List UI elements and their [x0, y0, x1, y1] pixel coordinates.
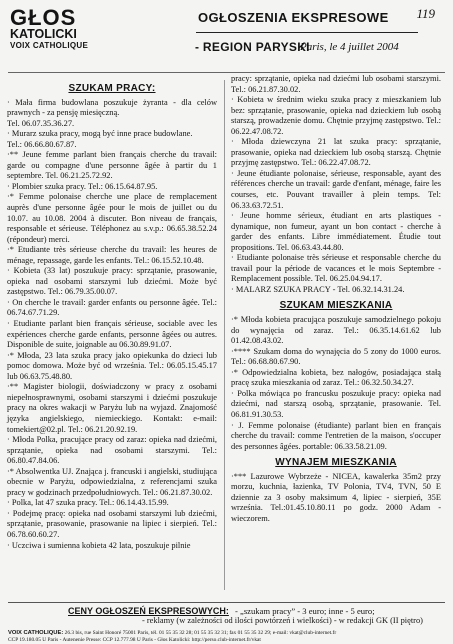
ad-entry: ·**** Szukam doma do wynajęcia do 5 zony do 1000 euros. Tel.: 06.68.80.67.90.: [231, 346, 441, 367]
ad-entry: · On cherche le travail: garder enfants ou personne âgée. Tel.: 06.74.67.71.29.: [7, 297, 217, 318]
section-heading-szukam-pracy: SZUKAM PRACY:: [68, 83, 156, 94]
footer-publisher-name: VOIX CATHOLIQUE:: [8, 630, 64, 636]
ad-entry: ·* Absolwentka UJ. Znająca j. francuski i angielski, studiująca obecnie w Paryżu, odpowiedzialna, z referencjami szuka pracy w godzinach przedpołudniowych. Tel.: 06.21.87.30.02.: [7, 466, 217, 497]
ad-entry: · Polka mówiąca po francusku poszukuje pracy: opieka nad dziećmi, nad starszą osobą, sprzątanie, prasowanie. Tel. 06.81.91.30.53.: [231, 388, 441, 419]
ads-list-right-top: [231, 74, 441, 295]
prices-text: - „szukam pracy” - 3 euro; inne - 5 euro;: [235, 606, 375, 616]
footer-address-line2: CCP 19.180.05 U Paris - Autenenie Presse: CCP 12.777.98 U Paris - Głos Katolicki: http://perso.club-internet.fr/vkat: [8, 637, 261, 643]
ad-entry: · Etudiante parlant bien français sérieuse, sociable avec les expériences cherche garde enfants, personne âgées ou autres. Disponible de suite, joignable au 06.30.89.91.07.: [7, 319, 217, 350]
ads-list-mieszkania: [231, 315, 441, 452]
region-subtitle: - REGION PARYSKI: [195, 40, 310, 54]
ad-entry: · Etudiante polonaise très sérieuse et responsable cherche du travail pour la période de vacances et le mois Septembre - Remplacement possible. Tel. 06.25.04.94.17.: [231, 253, 441, 284]
logo-sub-text: KATOLICKI: [10, 27, 77, 41]
ad-entry: · Młoda dziewczyna 21 lat szuka pracy: sprzątanie, prasowanie, opieka nad dzieckiem lub osobą starszą. Chętnie przyjmę zastępstwo. Tel.: 06.22.47.08.72.: [231, 137, 441, 168]
footer-address-line1: 26.3 bis, rue Saint Honoré 75001 Paris, tél. 01 55 35 32 28; 01 55 35 32 31; fax 01 55 35 32 29; e-mail: vkat@club-internet.fr: [64, 630, 337, 636]
ad-entry: · Mała firma budowlana poszukuje żyranta - dla celów prawnych - za pensję miesięczną. Tel. 06.07.35.36.27.: [7, 97, 217, 128]
ads-list-wynajem: [231, 472, 441, 525]
ad-entry: · Jeune homme sérieux, étudiant en arts plastiques - dynamique, non fumeur, ayant un bon contact - cherche à garder des enfants. Libre immédiatement. Étudie tout propositions. Tel. 06.63.43.44.80.: [231, 211, 441, 252]
ad-entry: ·** Jeune femme parlant bien français cherche du travail: garde ou compagne d'une personne âgée à partir du 1 septembre. Tel. 06.21.25.72.92.: [7, 150, 217, 181]
section-heading-szukam-mieszkania: SZUKAM MIESZKANIA: [279, 300, 393, 312]
logo-main-text: GŁOS: [10, 5, 77, 30]
prices-label: CENY OGŁOSZEŃ EKSPRESOWYCH:: [68, 606, 229, 616]
ad-entry: · Kobieta (33 lat) poszukuje pracy: sprzątanie, prasowanie, opieka nad osobami starszymi lub dziećmi. Może być zastępstwo. Tel.: 06.79.35.00.07.: [7, 266, 217, 297]
header-divider: [8, 72, 445, 73]
ad-entry: · Kobieta w średnim wieku szuka pracy z mieszkaniem lub bez: sprzątanie, prasowanie, opieka nad dzieckiem lub osobą starszą, prowadzenie domu. Chętnie przyjmę zastępstwo. Tel.: 06.22.47.08.72.: [231, 95, 441, 136]
footer: [8, 602, 445, 644]
page-number: 119: [416, 6, 435, 21]
ad-entry: ·*** Lazurowe Wybrzeże - NICEA, kawalerka 35m2 przy morzu, kuchnia, łazienka, TV Polonia, TV4, TVN, 50 E dziennie za 3 osoby maksimum 4, lipiec - sierpień, 35E września. Tel.:01.45.10.80.11 po godz. 2000 Adam - wieczorem.: [231, 471, 441, 523]
prices-row: [8, 606, 445, 616]
issue-date: Paris, le 4 juillet 2004: [300, 41, 399, 53]
ad-entry: ·* Femme polonaise cherche une place de remplacement auprès d'une personne âgée pour le mois de juillet ou du 10.07. au 10.08. 2004 à discuter. Bon niveau de français, responsable et sérieuse. Téléphonez au s.v.p.: 06.65.38.52.24 (répondeur) merci.: [7, 192, 217, 244]
logo-subtitle-text: VOIX CATHOLIQUE: [10, 41, 89, 50]
ad-entry: · Murarz szuka pracy, mogą być inne prace budowlane. Tel.: 06.66.80.67.87.: [7, 129, 193, 149]
ad-entry: · Plombier szuka pracy. Tel.: 06.15.64.87.95.: [7, 181, 158, 191]
ad-entry: · Młoda Polka, pracujące pracy od zaraz: opieka nad dziećmi, sprzątanie, opieka nad osobami starszymi. Tel.: 06.80.47.84.06.: [7, 435, 217, 466]
ad-entry: · MALARZ SZUKA PRACY - Tel. 06.32.14.31.24.: [231, 284, 405, 294]
footer-address: [8, 630, 445, 644]
ad-entry: · Jeune étudiante polonaise, sérieuse, responsable, ayant des références cherche un travail: garde d'enfant, ménage, faire les courses, etc. Pouvant travailler à plein temps. Tel: 06.33.63.72.51.: [231, 168, 441, 210]
ad-entry: · J. Femme polonaise (étudiante) parlant bien en français cherche du travail: comme l'entretien de la maison, s'occuper des personnes âgées. portable: 06.33.58.21.09.: [231, 420, 441, 451]
ads-list-left: [7, 98, 217, 552]
ad-entry: · Polka, lat 47 szuka pracy. Tel.: 06.14.43.15.99.: [7, 498, 169, 508]
ad-entry: · Podejmę pracę: opieka nad osobami starszymi lub dziećmi, sprzątanie, prasowanie, prasowanie na lipiec i sierpień. Tel.: 06.78.60.60.27.: [7, 508, 217, 539]
right-column: [231, 74, 441, 524]
page-title: OGŁOSZENIA EKSPRESOWE: [198, 10, 389, 25]
prices-note: - reklamy (w zależności od ilości powtórzeń i wielkości) - w redakcji GK (II piętro): [142, 616, 423, 625]
title-divider: [196, 32, 418, 33]
left-column: [7, 82, 217, 551]
ad-entry: ·* Młoda, 23 lata szuka pracy jako opiekunka do dzieci lub pomoc domowa. Może być od września. Tel.: 06.05.15.45.17 lub 06.63.75.48.80.: [7, 350, 217, 381]
ad-entry: ·* Odpowiedzialna kobieta, bez nałogów, posiadająca stałą pracę szuka mieszkania od zaraz. Tel.: 06.32.50.34.27.: [231, 367, 441, 388]
ad-entry: · Uczciwa i sumienna kobieta 42 lata, poszukuje pilnie: [7, 540, 191, 550]
section-heading-wynajem-mieszkania: WYNAJEM MIESZKANIA: [275, 457, 397, 469]
ad-entry: ·** Magister biologii, doświadczony w pracy z osobami niepełnosprawnymi, osobami starszymi i dziećmi poszukuje pracy na okres wakacji w Paryżu lub na wyjazd. Znajomość języka angielskiego, niemieckiego. Kontakt: e-mail: tomekiert@02.pl. Tel.: 06.21.20.92.19.: [7, 382, 217, 434]
publication-logo: [10, 5, 110, 51]
ad-entry: ·* Młoda kobieta pracująca poszukuje samodzielnego pokoju do wynajęcia od zaraz. Tel.: 06.35.14.61.62 lub 01.42.08.43.02.: [231, 315, 441, 346]
column-divider: [224, 80, 225, 590]
ad-entry: ·* Etudiante très sérieuse cherche du travail: les heures de ménage, repassage, garde les enfants. Tel.: 06.15.52.10.48.: [7, 245, 217, 265]
ad-entry: pracy: sprzątanie, opieka nad dziećmi lub osobami starszymi. Tel.: 06.21.87.30.02.: [231, 74, 441, 94]
